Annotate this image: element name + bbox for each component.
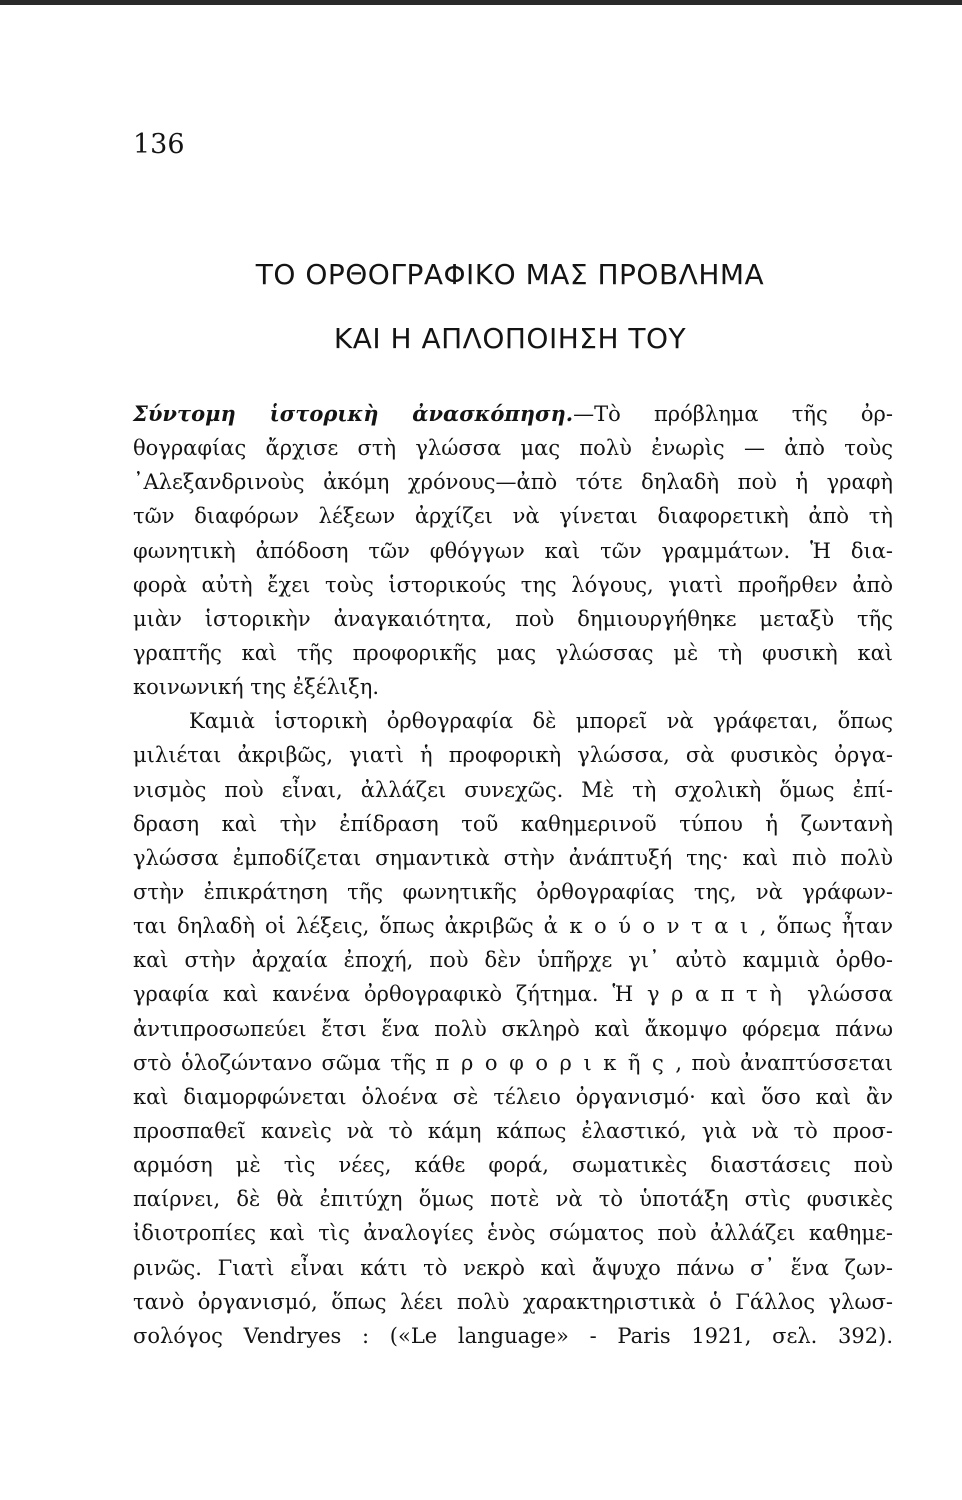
text-line: φωνητικὴ ἀπόδοση τῶν φθόγγων καὶ τῶν γραμμάτων. Ἡ δια- <box>133 538 893 563</box>
text-line: νισμὸς ποὺ εἶναι, ἀλλάζει συνεχῶς. Μὲ τὴ σχολικὴ ὅμως ἐπί- <box>133 777 893 802</box>
text-line: ἀντιπροσωπεύει ἔτσι ἕνα πολὺ σκληρὸ καὶ ἄκομψο φόρεμα πάνω <box>133 1016 893 1041</box>
text-line: τῶν διαφόρων λέξεων ἀρχίζει νὰ γίνεται διαφορετικὴ ἀπὸ τὴ <box>133 504 893 529</box>
text-fragment: —Τὸ πρόβλημα τῆς ὀρ- <box>573 402 893 426</box>
text-fragment: ται δηλαδὴ οἱ λέξεις, ὅπως ἀκριβῶς <box>133 914 534 939</box>
text-line: σολόγος Vendryes : («Le language» - Paris 1921, σελ. 392). <box>133 1323 893 1348</box>
text-line: τανὸ ὀργανισμό, ὅπως λέει πολὺ χαρακτηριστικὰ ὁ Γάλλος γλωσ- <box>133 1289 893 1314</box>
body-text <box>133 397 893 1353</box>
text-fragment: , ποὺ ἀναπτύσσεται <box>675 1050 893 1075</box>
text-line: θογραφίας ἄρχισε στὴ γλώσσα μας πολὺ ἐνωρὶς — ἀπὸ τοὺς <box>133 436 893 461</box>
text-line: παίρνει, δὲ θὰ ἐπιτύχη ὅμως ποτὲ νὰ τὸ ὑποτάξη στὶς φυσικὲς <box>133 1187 893 1212</box>
text-line: στὴν ἐπικράτηση τῆς φωνητικῆς ὀρθογραφίας της, νὰ γράφων- <box>133 879 893 904</box>
text-line: κοινωνική της ἐξέλιξη. <box>133 675 379 700</box>
top-border-rule <box>0 0 962 5</box>
text-line: καὶ διαμορφώνεται ὁλοένα σὲ τέλειο ὀργανισμό· καὶ ὅσο καὶ ἂν <box>133 1084 893 1109</box>
text-line: μιὰν ἱστορικὴν ἀναγκαιότητα, ποὺ δημιουργήθηκε μεταξὺ τῆς <box>133 606 893 631</box>
text-line: ἰδιοτροπίες καὶ τὶς ἀναλογίες ἑνὸς σώματος ποὺ ἀλλάζει καθημε- <box>133 1221 893 1246</box>
page-title-line-2: ΚΑΙ Η ΑΠΛΟΠΟΙΗΣΗ ΤΟΥ <box>333 322 687 355</box>
text-line: γλώσσα ἐμποδίζεται σημαντικὰ στὴν ἀνάπτυξή της· καὶ πιὸ πολὺ <box>133 845 893 870</box>
emphasized-word: προφορικῆς <box>435 1050 676 1075</box>
text-line: δραση καὶ τὴν ἐπίδραση τοῦ καθημερινοῦ τύπου ἡ ζωντανὴ <box>133 811 893 836</box>
text-line: προσπαθεῖ κανεὶς νὰ τὸ κάμη κάπως ἐλαστικό, γιὰ νὰ τὸ προσ- <box>133 1118 893 1143</box>
text-line <box>133 909 893 943</box>
text-line: ρινῶς. Γιατὶ εἶναι κάτι τὸ νεκρὸ καὶ ἄψυχο πάνω σ᾿ ἕνα ζων- <box>133 1255 893 1280</box>
text-line: αρμόση μὲ τὶς νέες, κάθε φορά, σωματικὲς διαστάσεις ποὺ <box>133 1153 893 1178</box>
text-line: καὶ στὴν ἀρχαία ἐποχή, ποὺ δὲν ὑπῆρχε γι᾿ αὐτὸ καμμιὰ ὀρθο- <box>133 948 893 973</box>
section-lead-heading: Σύντομη ἱστορικὴ ἀνασκόπηση. <box>133 401 574 426</box>
page-title-line-1: ΤΟ ΟΡΘΟΓΡΑΦΙΚΟ ΜΑΣ ΠΡΟΒΛΗΜΑ <box>255 258 765 291</box>
text-fragment: γλώσσα <box>807 982 893 1007</box>
text-fragment: γραφία καὶ κανένα ὀρθογραφικὸ ζήτημα. Ἡ <box>133 982 634 1007</box>
text-line: φορὰ αὐτὴ ἔχει τοὺς ἱστορικούς της λόγους, γιατὶ προῆρθεν ἀπὸ <box>133 572 893 597</box>
text-fragment: , ὅπως ἦταν <box>759 914 893 939</box>
text-line: μιλιέται ἀκριβῶς, γιατὶ ἡ προφορικὴ γλώσσα, σὰ φυσικὸς ὀργα- <box>133 743 893 768</box>
text-fragment: στὸ ὁλοζώντανο σῶμα τῆς <box>133 1050 427 1075</box>
text-line: ᾿Αλεξανδρινοὺς ἀκόμη χρόνους—ἀπὸ τότε δηλαδὴ ποὺ ἡ γραφὴ <box>133 470 893 495</box>
text-line <box>133 1046 893 1080</box>
page-number: 136 <box>133 129 185 160</box>
emphasized-word: ἀκούονται <box>543 914 760 939</box>
emphasized-word: γραπτὴ <box>646 982 794 1007</box>
text-line <box>133 397 893 431</box>
text-line <box>133 977 893 1011</box>
text-line: γραπτῆς καὶ τῆς προφορικῆς μας γλώσσας μὲ τὴ φυσικὴ καὶ <box>133 640 893 665</box>
text-line: Καμιὰ ἱστορικὴ ὀρθογραφία δὲ μπορεῖ νὰ γράφεται, ὅπως <box>189 709 893 734</box>
